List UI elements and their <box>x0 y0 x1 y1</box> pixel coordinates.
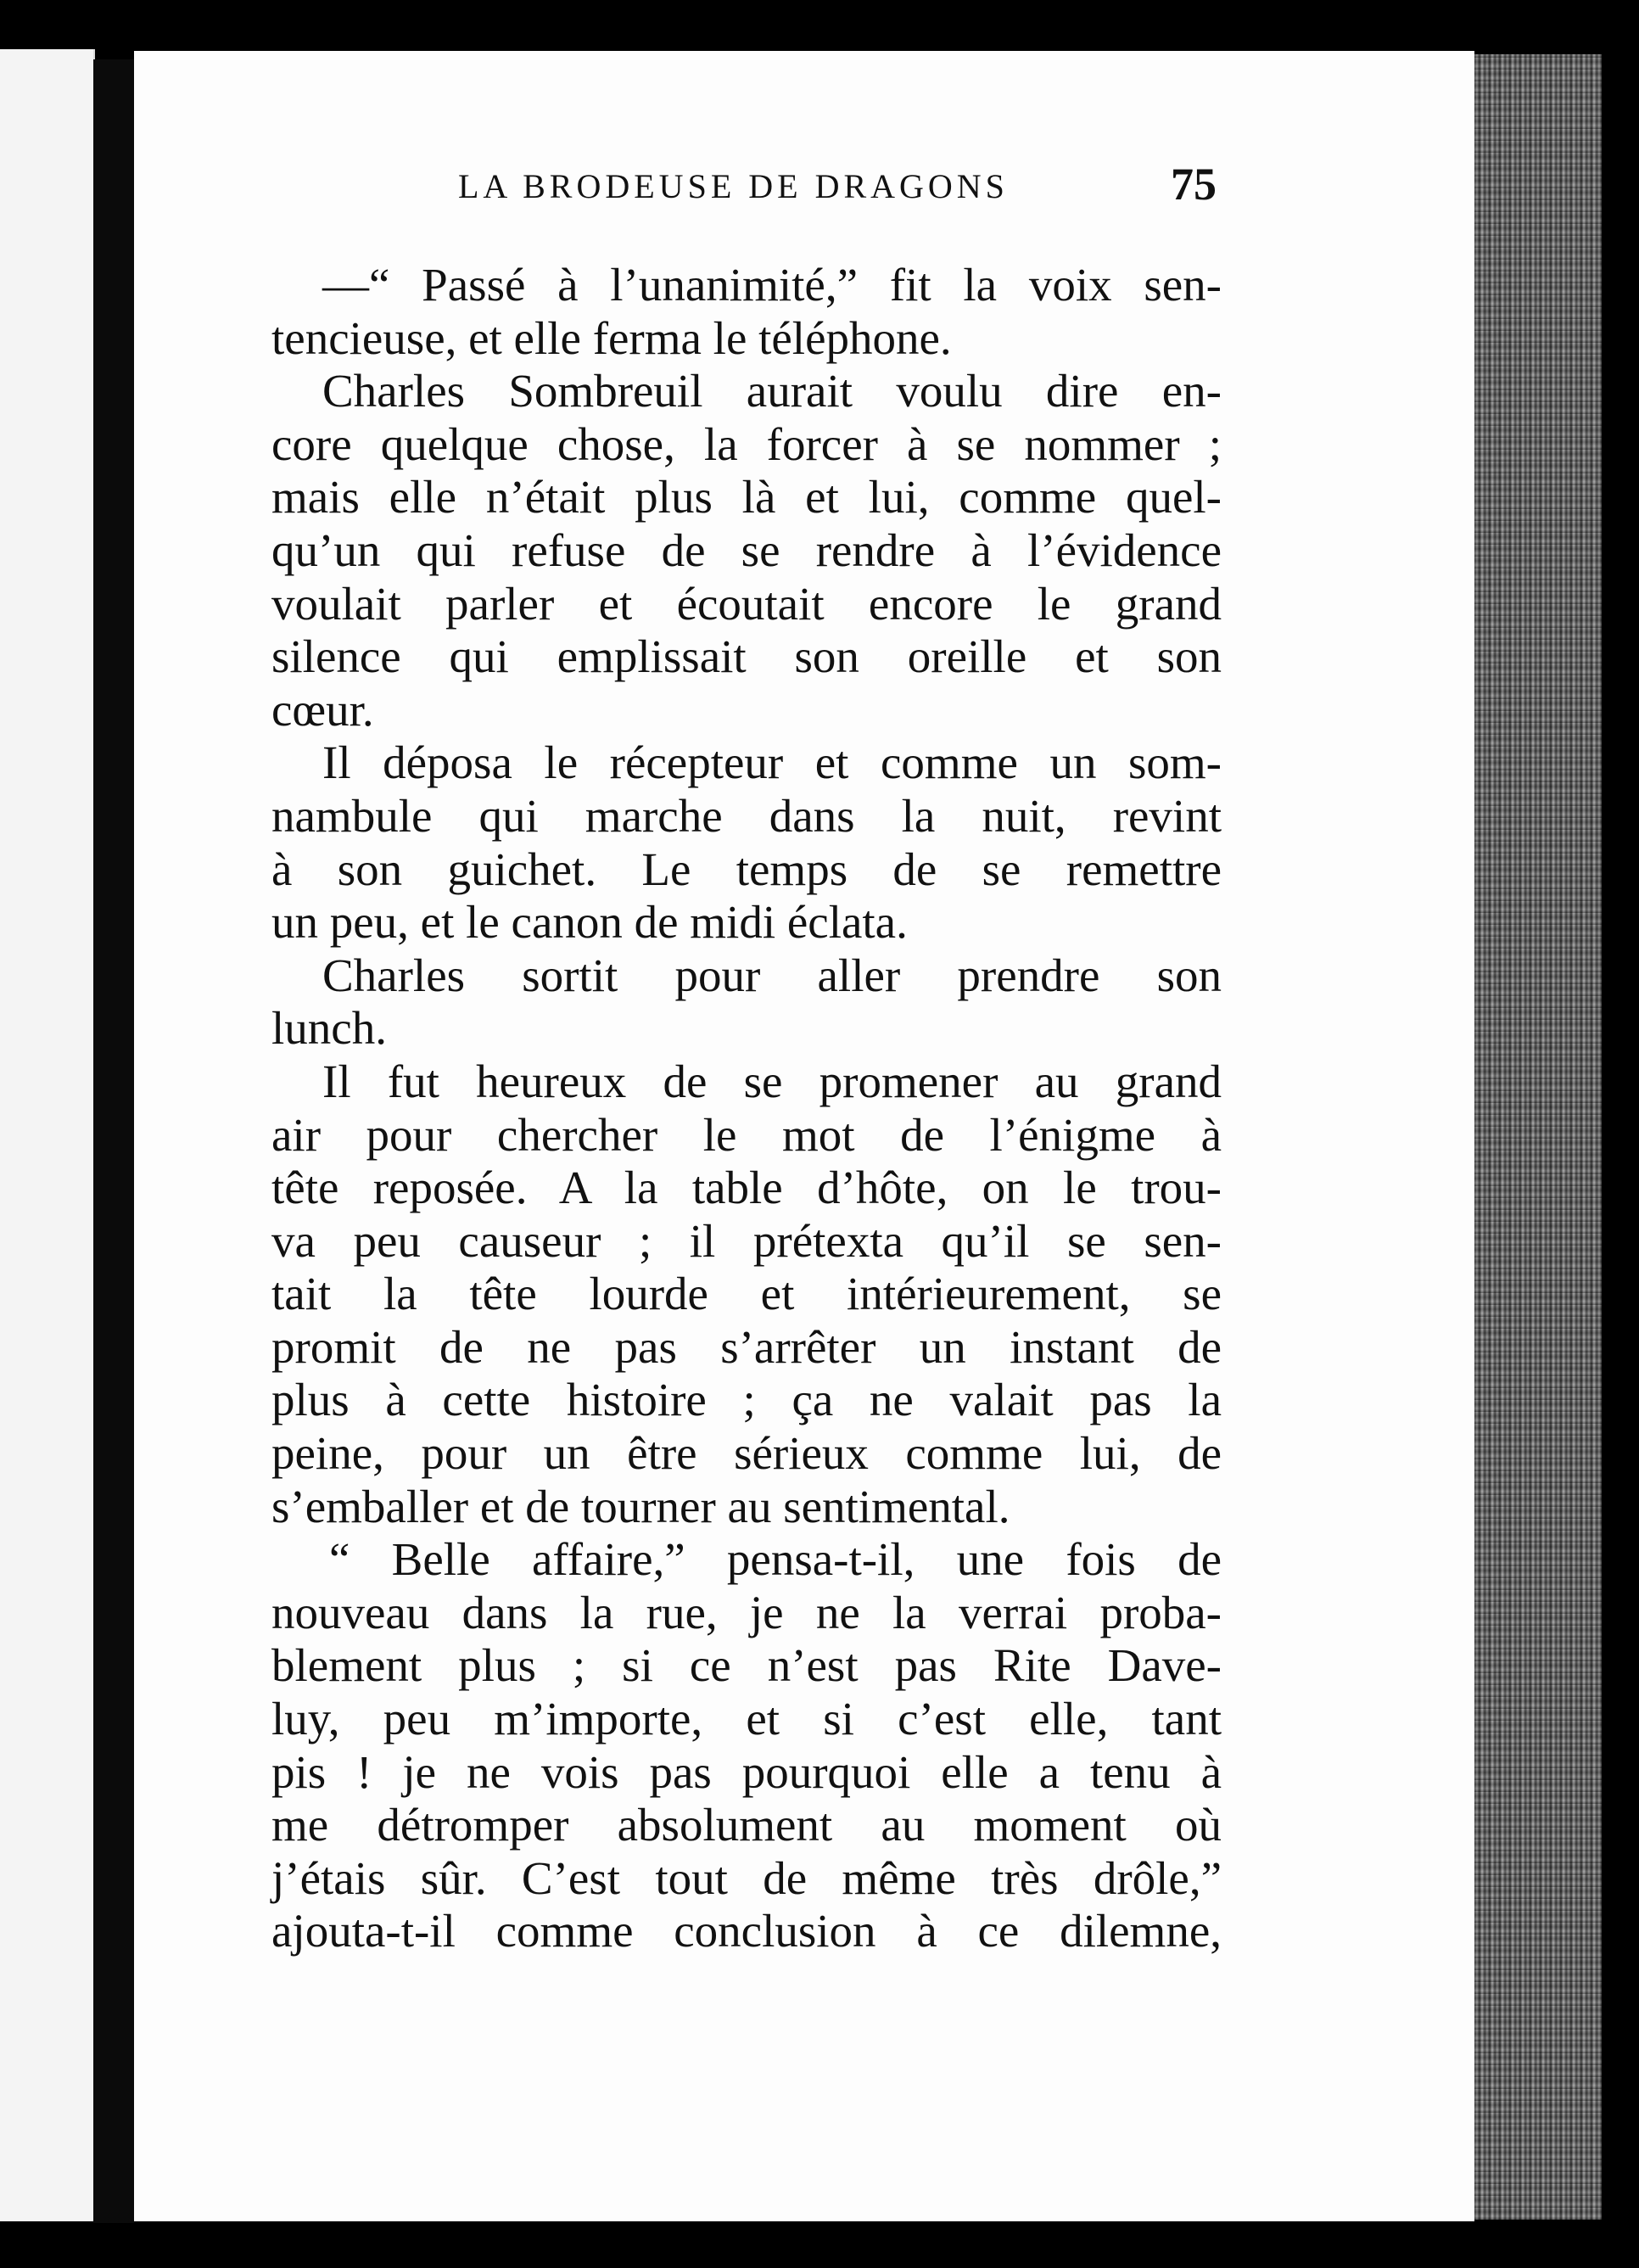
text-line: silence qui emplissait son oreille et son <box>271 630 1222 683</box>
text-line: Charles Sombreuil aurait voulu dire en- <box>322 365 1222 417</box>
page-number: 75 <box>1171 159 1217 210</box>
text-line: ajouta-t-il comme conclusion à ce dilemne, <box>271 1905 1222 1957</box>
text-line: voulait parler et écoutait encore le grand <box>271 577 1222 630</box>
page-stack-edge <box>1474 54 1602 2220</box>
text-line: blement plus ; si ce n’est pas Rite Dave- <box>271 1639 1222 1692</box>
text-line: “ Belle affaire,” pensa-t-il, une fois de <box>329 1533 1222 1586</box>
text-line: tencieuse, et elle ferma le téléphone. <box>271 311 952 364</box>
text-line: peine, pour un être sérieux comme lui, de <box>271 1427 1222 1480</box>
text-line: tait la tête lourde et intérieurement, se <box>271 1268 1222 1320</box>
text-line: tête reposée. A la table d’hôte, on le trou- <box>271 1162 1222 1214</box>
text-line: lunch. <box>271 1002 387 1055</box>
text-line: va peu causeur ; il prétexta qu’il se sen- <box>271 1214 1222 1267</box>
text-line: air pour chercher le mot de l’énigme à <box>271 1108 1222 1161</box>
text-line: core quelque chose, la forcer à se nommer ; <box>271 417 1222 470</box>
left-page-edge <box>0 49 95 2221</box>
text-line: Il déposa le récepteur et comme un som- <box>322 736 1222 789</box>
text-line: j’étais sûr. C’est tout de même très drôle,” <box>271 1851 1222 1904</box>
text-line: plus à cette histoire ; ça ne valait pas la <box>271 1374 1222 1426</box>
text-line: qu’un qui refuse de se rendre à l’évidence <box>271 524 1222 576</box>
text-line: un peu, et le canon de midi éclata. <box>271 896 908 949</box>
text-line: à son guichet. Le temps de se remettre <box>271 843 1222 895</box>
text-line: nouveau dans la rue, je ne la verrai proba- <box>271 1586 1222 1638</box>
text-line: pis ! je ne vois pas pourquoi elle a tenu à <box>271 1745 1222 1798</box>
text-line: Charles sortit pour aller prendre son <box>322 949 1222 1001</box>
text-line: luy, peu m’importe, et si c’est elle, tant <box>271 1693 1222 1745</box>
text-line: promit de ne pas s’arrêter un instant de <box>271 1320 1222 1373</box>
text-line: —“ Passé à l’unanimité,” fit la voix sen- <box>322 259 1222 311</box>
text-line: cœur. <box>271 683 374 736</box>
text-line: Il fut heureux de se promener au grand <box>322 1055 1222 1107</box>
text-line: me détromper absolument au moment où <box>271 1799 1222 1851</box>
running-head: LA BRODEUSE DE DRAGONS <box>458 167 1009 205</box>
body-text <box>271 259 1222 1958</box>
book-spine <box>93 59 134 2223</box>
text-line: s’emballer et de tourner au sentimental. <box>271 1480 1010 1532</box>
text-line: mais elle n’était plus là et lui, comme quel- <box>271 471 1222 524</box>
text-line: nambule qui marche dans la nuit, revint <box>271 789 1222 842</box>
